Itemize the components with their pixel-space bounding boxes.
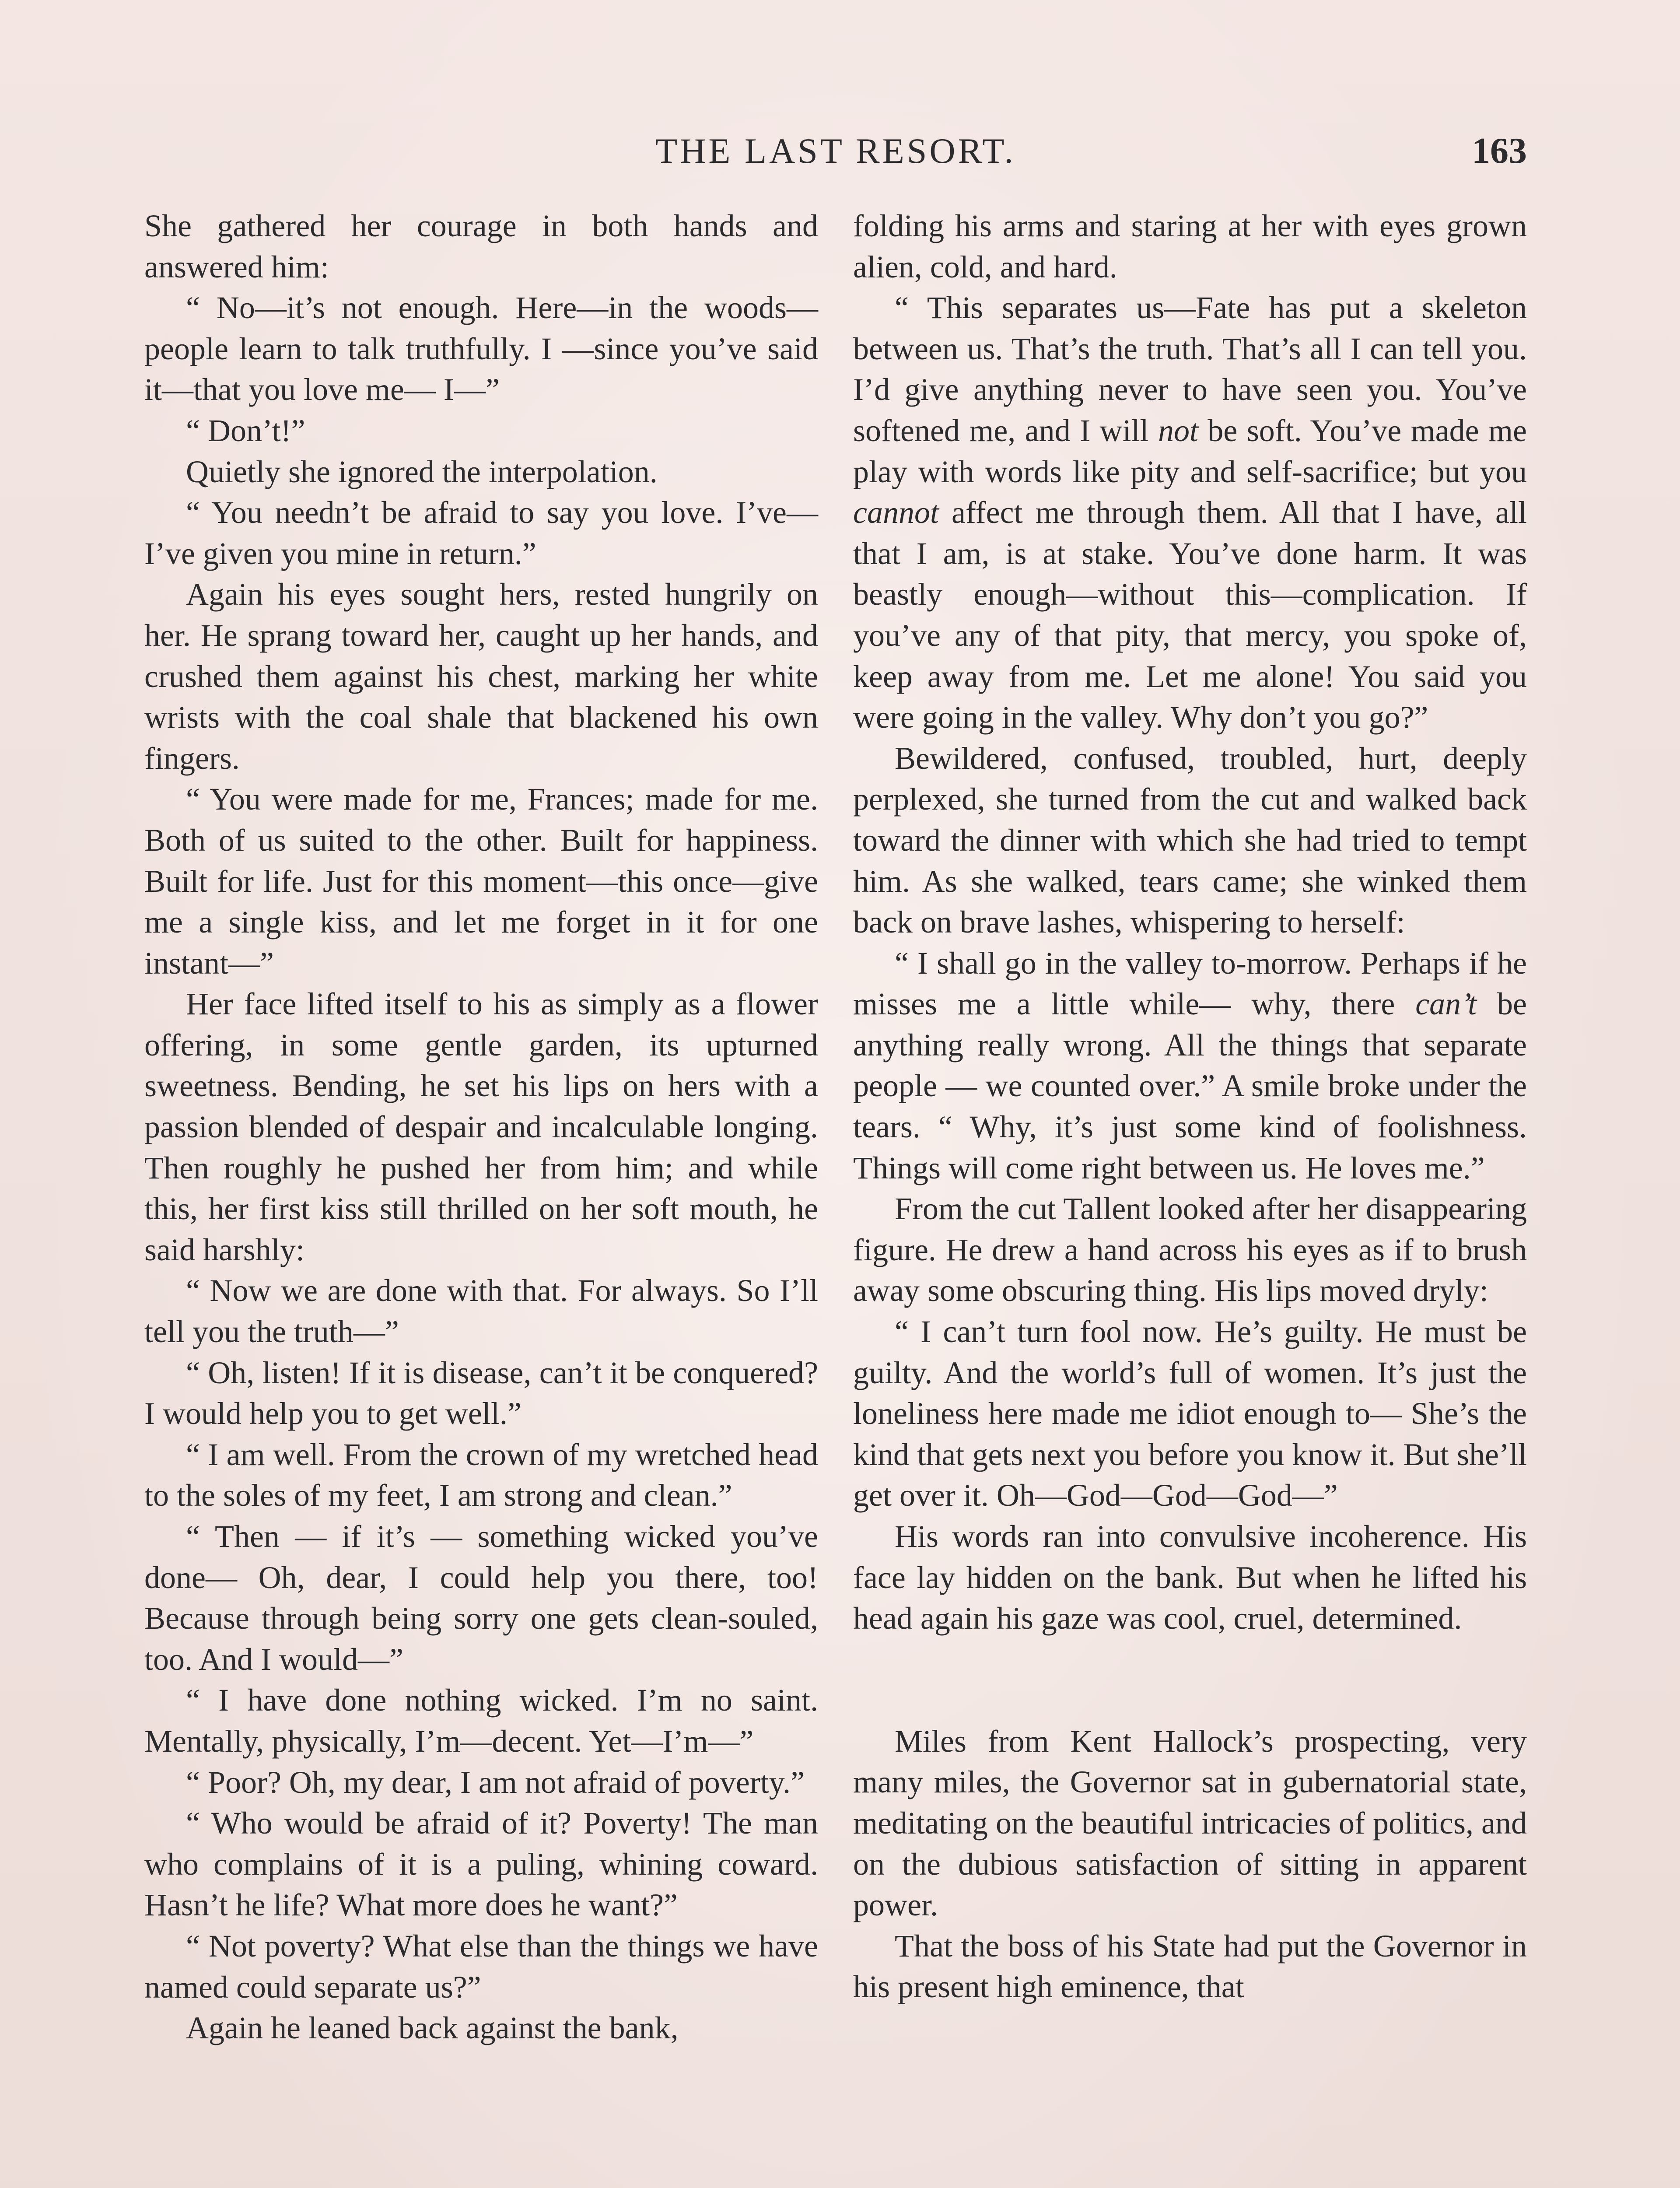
paragraph (853, 288, 1527, 738)
paragraph: His words ran into convulsive incoherence. His face lay hidden on the bank. But when he lifted his head again his gaze was cool, cruel, determined. (853, 1519, 1527, 1636)
paragraph: That the boss of his State had put the Governor in his present high eminence, that (853, 1928, 1527, 2005)
paragraph: “ You needn’t be afraid to say you love. I’ve—I’ve given you mine in return.” (144, 495, 818, 571)
paragraph: Miles from Kent Hallock’s prospecting, very many miles, the Governor sat in gubernatorial state, meditating on the beautiful intricacies of politics, and on the dubious satisfaction of sitting in apparent power. (853, 1723, 1527, 1923)
paragraph: “ Don’t!” (186, 413, 305, 448)
paragraph: From the cut Tallent looked after her disappearing figure. He drew a hand across his eyes as if to brush away some obscuring thing. His lips moved dryly: (853, 1191, 1527, 1308)
emphasis: not (1158, 413, 1198, 448)
paragraph: “ I am well. From the crown of my wretched head to the soles of my feet, I am strong and clean.” (144, 1437, 818, 1513)
text-run: be soft. You’ve made me play with words like pity and self-sacrifice; but you (853, 413, 1527, 489)
text-run: “ This separates us—Fate has put a skeleton between us. That’s the truth. That’s all I can tell you. I’d give anything never to have seen you. You’ve softened me, and I will (853, 290, 1527, 448)
emphasis: can’t (1415, 986, 1477, 1022)
paragraph: “ I can’t turn fool now. He’s guilty. He must be guilty. And the world’s full of women. It’s just the loneliness here made me idiot enough to— She’s the kind that gets next you before you know it. But she’ll get over it. Oh—God—God—God—” (853, 1314, 1527, 1513)
paragraph: “ No—it’s not enough. Here—in the woods—people learn to talk truthfully. I —since you’ve said it—that you love me— I—” (144, 290, 818, 407)
text-run: affect me through them. All that I have, all that I am, is at stake. You’ve done harm. It was beastly enough—without this—complication. If you’ve any of that pity, that mercy, you spoke of, keep away from me. Let me alone! You said you were going in the valley. Why don’t you go?” (853, 495, 1527, 735)
paragraph (853, 943, 1527, 1189)
paragraph: Again he leaned back against the bank, (186, 2010, 679, 2046)
paragraph: “ Not poverty? What else than the things we have named could separate us?” (144, 1928, 818, 2005)
paragraph: She gathered her courage in both hands and answered him: (144, 208, 818, 284)
text-run: be anything really wrong. All the things that separate people — we counted over.” A smile broke under the tears. “ Why, it’s just some kind of foolishness. Things will come right between us. He loves me.” (853, 986, 1527, 1185)
paragraph: Her face lifted itself to his as simply as a flower offering, in some gentle garden, its upturned sweetness. Bending, he set his lips on hers with a passion blended of despair and incalculable longing. Then roughly he pushed her from him; and while this, her first kiss still thrilled on her soft mouth, he said harshly: (144, 986, 818, 1267)
page-header (144, 127, 1527, 175)
paragraph: “ You were made for me, Frances; made for me. Both of us suited to the other. Built for happiness. Built for life. Just for this moment—this once—give me a single kiss, and let me forget in it for one instant—” (144, 782, 818, 981)
paragraph: “ Who would be afraid of it? Poverty! The man who complains of it is a puling, whining coward. Hasn’t he life? What more does he want?” (144, 1806, 818, 1923)
left-column (144, 206, 818, 2049)
emphasis: cannot (853, 495, 939, 530)
paragraph: “ Now we are done with that. For always. So I’ll tell you the truth—” (144, 1273, 818, 1350)
paragraph: Quietly she ignored the interpolation. (186, 454, 658, 489)
running-head: THE LAST RESORT. (655, 131, 1016, 171)
text-run: “ I shall go in the valley to-morrow. Perhaps if he misses me a little while— why, there (853, 945, 1527, 1022)
paragraph: Bewildered, confused, troubled, hurt, deeply perplexed, she turned from the cut and walked back toward the dinner with which she had tried to tempt him. As she walked, tears came; she winked them back on brave lashes, whispering to herself: (853, 740, 1527, 940)
paragraph: folding his arms and staring at her with eyes grown alien, cold, and hard. (853, 208, 1527, 284)
paragraph: “ Poor? Oh, my dear, I am not afraid of poverty.” (186, 1764, 805, 1800)
right-column (853, 206, 1527, 2008)
paragraph: “ I have done nothing wicked. I’m no saint. Mentally, physically, I’m—decent. Yet—I’m—” (144, 1683, 818, 1759)
paragraph: “ Then — if it’s — something wicked you’ve done— Oh, dear, I could help you there, too! Because through being sorry one gets clean-souled, too. And I would—” (144, 1519, 818, 1677)
paragraph: Again his eyes sought hers, rested hungrily on her. He sprang toward her, caught up her hands, and crushed them against his chest, marking her white wrists with the coal shale that blackened his own fingers. (144, 577, 818, 776)
paragraph: “ Oh, listen! If it is disease, can’t it be conquered? I would help you to get well.” (144, 1355, 818, 1431)
page-number: 163 (1472, 130, 1527, 171)
